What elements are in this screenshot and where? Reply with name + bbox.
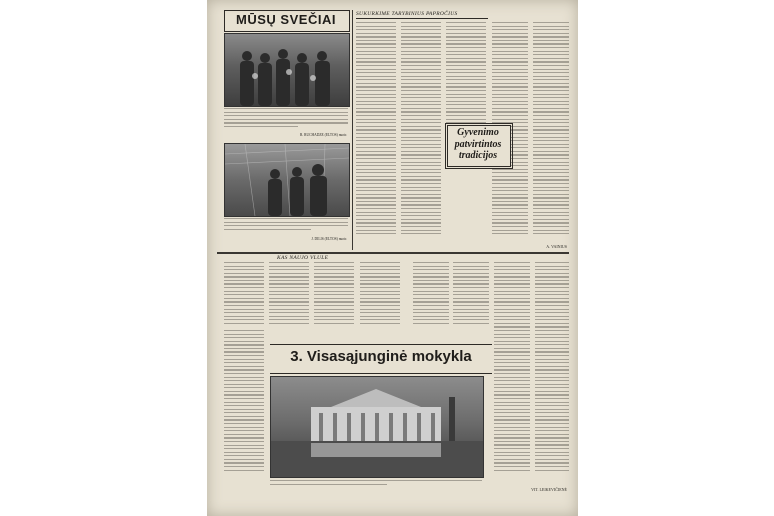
photo1-credit: R. RUCHADZE (ELTOS) nuotr. xyxy=(299,133,347,137)
masthead-title: MŪSŲ SVEČIAI xyxy=(236,12,336,27)
article-mokykla-first-col xyxy=(224,330,264,480)
photo1-caption-lines xyxy=(224,108,348,132)
article-mokykla-text-left xyxy=(224,262,409,328)
kicker-text: SUKURKIME TARYBINIUS PAPROČIUS xyxy=(356,11,458,17)
bottom-kicker: KAS NAUJO VLULE xyxy=(277,255,329,261)
headline-mokykla: 3. Visasąjunginė mokykla xyxy=(290,348,472,365)
headline-tradicijos: Gyvenimo patvirtintos tradicijos xyxy=(454,127,502,161)
photo-greenhouse-scene xyxy=(225,144,349,216)
section-separator xyxy=(217,252,569,254)
column-separator-top xyxy=(352,10,353,250)
photo-pavilion-caption-lines xyxy=(270,480,482,488)
bottom-byline: VIT. LEIKEVIČIENĖ xyxy=(531,487,567,492)
newspaper-page xyxy=(207,0,578,516)
photo2-credit: J. DILIS (ELTOS) nuotr. xyxy=(311,237,347,241)
photo-visitors-scene xyxy=(225,34,349,106)
photo-greenhouse xyxy=(224,143,350,217)
photo-pavilion-scene xyxy=(271,377,483,477)
photo2-caption-lines xyxy=(224,218,348,236)
article-byline: A. VAINIUS xyxy=(546,244,567,249)
photo-exhibition-pavilion xyxy=(270,376,484,478)
photo-visitors-flowers xyxy=(224,33,350,107)
